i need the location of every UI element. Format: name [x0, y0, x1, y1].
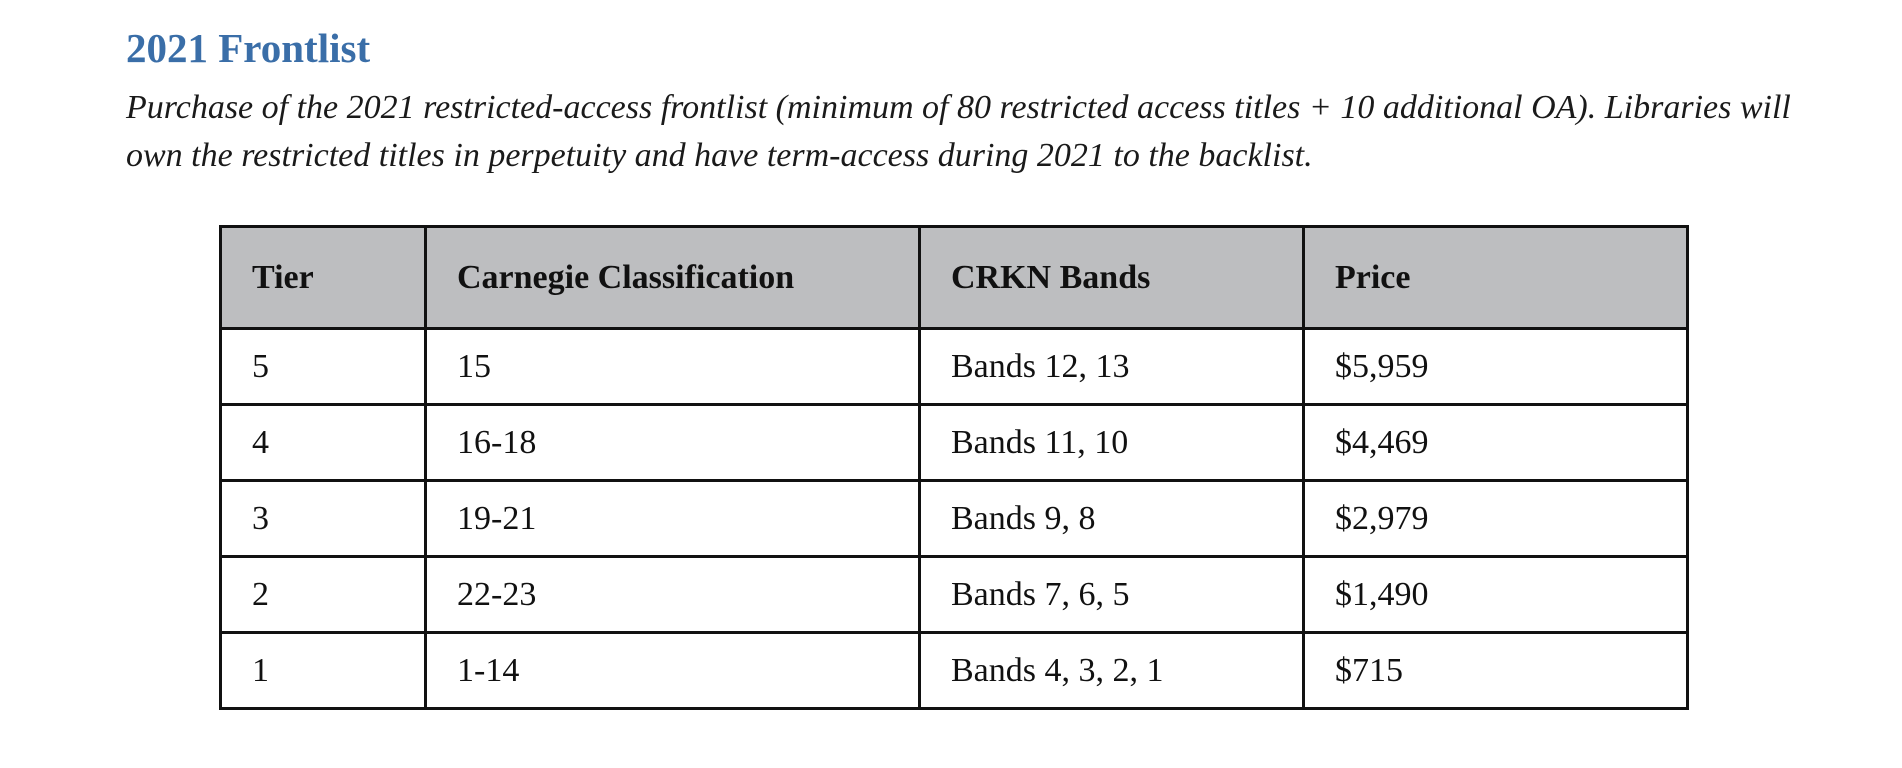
- cell-carnegie: 1-14: [426, 633, 920, 709]
- cell-tier: 4: [221, 405, 426, 481]
- cell-tier: 5: [221, 329, 426, 405]
- header-price: Price: [1304, 227, 1688, 329]
- header-carnegie-classification: Carnegie Classification: [426, 227, 920, 329]
- table-header-row: [221, 227, 1688, 329]
- cell-price: $2,979: [1304, 481, 1688, 557]
- cell-bands: Bands 4, 3, 2, 1: [920, 633, 1304, 709]
- cell-price: $715: [1304, 633, 1688, 709]
- intro-paragraph: Purchase of the 2021 restricted-access frontlist (minimum of 80 restricted access titles + 10 additional OA). Libraries will own the restricted titles in perpetuity and have term-access during 2021 to the backlist.: [126, 89, 1791, 174]
- pricing-table: [219, 225, 1689, 710]
- cell-price: $4,469: [1304, 405, 1688, 481]
- table-row: [221, 481, 1688, 557]
- table-row: [221, 329, 1688, 405]
- cell-carnegie: 15: [426, 329, 920, 405]
- cell-bands: Bands 9, 8: [920, 481, 1304, 557]
- cell-tier: 1: [221, 633, 426, 709]
- table-row: [221, 633, 1688, 709]
- cell-bands: Bands 11, 10: [920, 405, 1304, 481]
- cell-bands: Bands 12, 13: [920, 329, 1304, 405]
- section-title: 2021 Frontlist: [126, 25, 371, 71]
- cell-price: $1,490: [1304, 557, 1688, 633]
- header-crkn-bands: CRKN Bands: [920, 227, 1304, 329]
- cell-price: $5,959: [1304, 329, 1688, 405]
- cell-carnegie: 19-21: [426, 481, 920, 557]
- table-row: [221, 405, 1688, 481]
- cell-tier: 2: [221, 557, 426, 633]
- cell-carnegie: 16-18: [426, 405, 920, 481]
- table-row: [221, 557, 1688, 633]
- header-tier: Tier: [221, 227, 426, 329]
- cell-tier: 3: [221, 481, 426, 557]
- cell-carnegie: 22-23: [426, 557, 920, 633]
- cell-bands: Bands 7, 6, 5: [920, 557, 1304, 633]
